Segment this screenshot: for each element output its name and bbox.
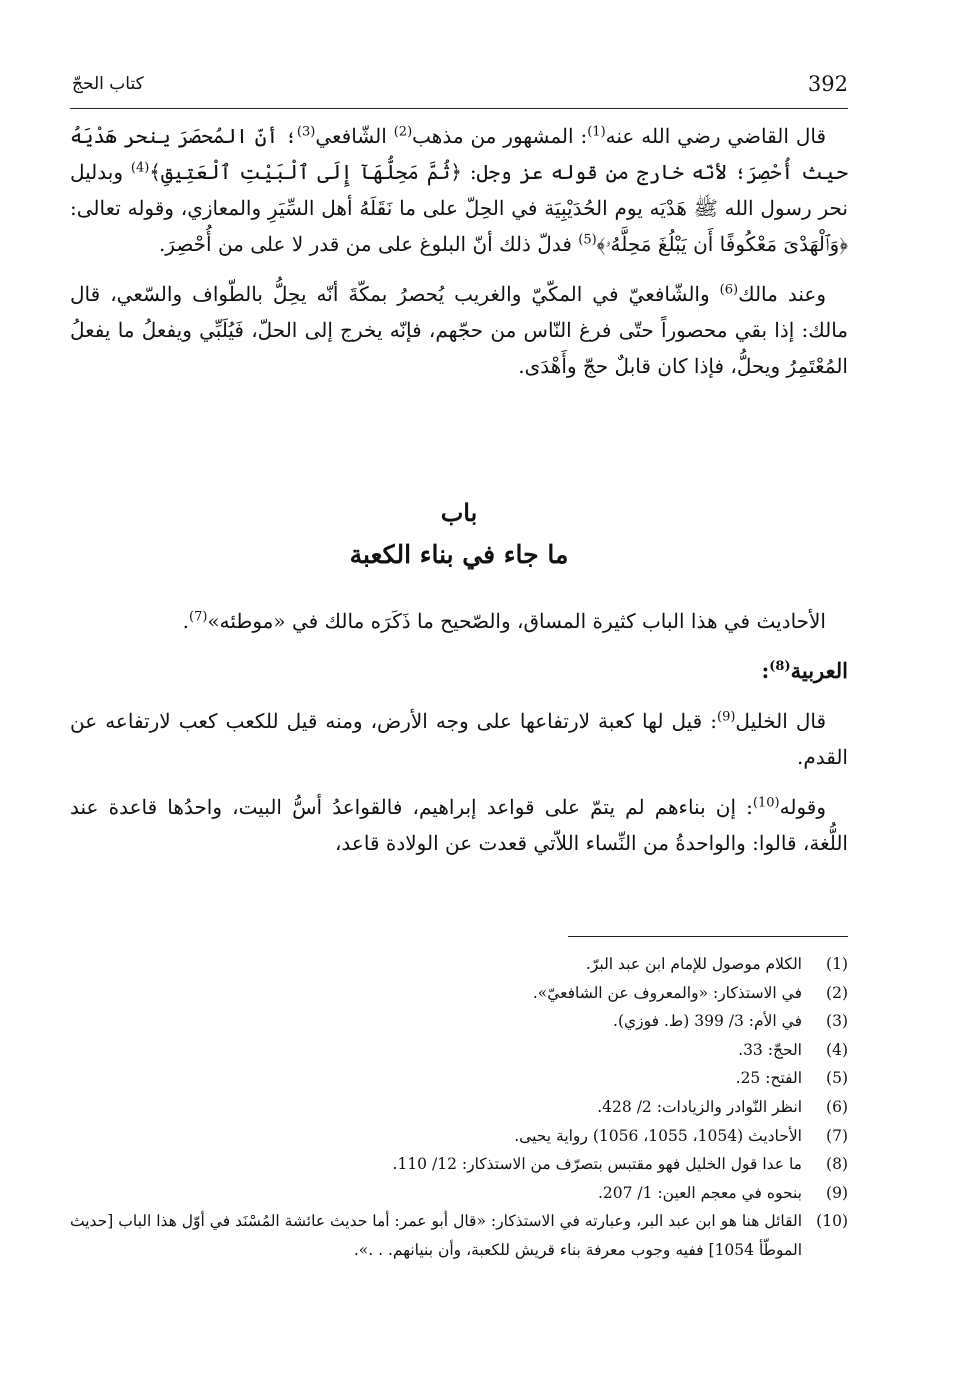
footnote-number: (1) — [826, 955, 848, 973]
text-run: الشّافعي — [315, 124, 394, 148]
footnote-number: (8) — [826, 1155, 848, 1174]
text-run: والشّافعيّ في المكّيّ والغريب يُحصرُ بمكّةَ أنّه يحِلُّ بالطّواف والسّعي، قال مالك: إذا بقي محصوراً حتّى فرغ النّاس من حجّهم، فإنّه يخرج إلى الحلّ، فَيُلَبِّي ويفعلُ ما يفعلُ المُعْتَمِرُ ويحلُّ، فإذا كان قابلٌ حجّ وأَهْدَى. — [70, 282, 848, 378]
footnote — [70, 1150, 848, 1179]
page-number: 392 — [807, 72, 848, 96]
footnotes — [70, 950, 848, 1265]
paragraph — [70, 276, 848, 384]
text-run: وقوله — [779, 795, 826, 819]
footnote-number: (10) — [816, 1212, 848, 1231]
running-title: كتاب الحجّ — [72, 74, 144, 94]
footnote — [70, 1179, 848, 1208]
footnote-ref: (10) — [752, 795, 780, 811]
footnote-ref: (6) — [719, 282, 739, 298]
footnote-ref: (7) — [188, 609, 208, 625]
paragraph — [70, 789, 848, 861]
footnote-ref: (1) — [587, 124, 606, 140]
footnote-text: في الأم: 3/ 399 (ط. فوزي). — [613, 1012, 802, 1031]
text-run: ؛ أنّ المُحصَرَ ينحر هَدْيَهُ حيث أُحْصِرَ؛ لأنّه خارج من قوله عز وجل: — [70, 124, 848, 184]
paragraph — [70, 603, 848, 639]
footnote-ref: (2) — [393, 124, 413, 140]
footnote-text: في الاستذكار: «والمعروف عن الشافعيّ». — [532, 983, 802, 1002]
footnote-text: الفتح: 25. — [735, 1069, 802, 1088]
footnote-text: ما عدا قول الخليل فهو مقتبس بتصرّف من الاستذكار: 12/ 110. — [392, 1155, 802, 1174]
footnote-number: (2) — [826, 983, 848, 1002]
footnote — [70, 1064, 848, 1093]
footnote-text: الحجّ: 33. — [738, 1040, 802, 1059]
body-text-bottom — [70, 603, 848, 861]
text-run: : إن بناءهم لم يتمّ على قواعد إبراهيم، فالقواعدُ أسُّ البيت، واحدُها قاعدة عند اللُّغة، قالوا: والواحدةُ من النِّساء اللاّتي قعدت عن الولادة قاعد، — [70, 795, 848, 855]
footnote-number: (6) — [826, 1097, 848, 1116]
footnote-text: القائل هنا هو ابن عبد البر، وعبارته في الاستذكار: «قال أبو عمر: أما حديث عائشة المُسْنَد في أوّل هذا الباب [حديث الموطّأ 1054] ففيه وجوب معرفة بناء قريش للكعبة، وأن بنيانهم. . .». — [70, 1212, 802, 1259]
footnote — [70, 1207, 848, 1264]
footnote — [70, 1007, 848, 1036]
footnote-number: (3) — [826, 1012, 848, 1031]
text-run: قال الخليل — [735, 709, 827, 733]
heading-text: العربية — [790, 658, 848, 683]
text-run: قال القاضي رضي الله عنه — [605, 124, 826, 148]
footnote-text: الأحاديث (1054، 1055، 1056) رواية يحيى. — [514, 1126, 802, 1145]
footnote-ref: (5) — [578, 232, 597, 248]
text-run: الأحاديث في هذا الباب كثيرة المساق، والصّحيح ما ذَكَرَه مالك في «موطئه» — [207, 609, 826, 633]
footnote-number: (7) — [826, 1126, 848, 1145]
quran-verse: ﴿ثُمَّ مَحِلُّهَآ إِلَى ٱلْبَيْتِ ٱلْعَتِيقِ﴾ — [149, 160, 462, 184]
footnote-ref: (9) — [716, 709, 736, 725]
footnote-ref: (4) — [130, 160, 150, 176]
section-heading — [70, 653, 848, 689]
footnote-number: (9) — [826, 1183, 848, 1202]
paragraph — [70, 118, 848, 262]
footnote-text: بنحوه في معجم العين: 1/ 207. — [597, 1183, 802, 1202]
chapter-title: ما جاء في بناء الكعبة — [349, 540, 569, 569]
text-run: : قيل لها كعبة لارتفاعها على وجه الأرض، ومنه قيل للكعب كعب لارتفاعه عن القدم. — [70, 709, 848, 769]
footnote — [70, 1093, 848, 1122]
footnote-ref: (8) — [769, 659, 791, 674]
footnote-rule — [568, 936, 848, 937]
text-run: وبدليل نحر رسول الله ﷺ هَدْيَه يوم الحُدَيْبِيَة في الحِلّ على ما نَقَلَهُ أهل السِّيَرِ والمعازي، وقوله تعالى: — [70, 160, 848, 220]
footnote — [70, 979, 848, 1008]
footnote-ref: (3) — [296, 124, 316, 140]
text-run: : — [761, 658, 770, 683]
text-run: وعند مالك — [738, 282, 826, 306]
paragraph — [70, 703, 848, 775]
footnote-text: انظر النّوادر والزيادات: 2/ 428. — [597, 1097, 802, 1116]
footnote-number: (4) — [826, 1040, 848, 1059]
body-text-top — [70, 118, 848, 384]
text-run: فدلّ ذلك أنّ البلوغ على من قدر لا على من أُحْصِرَ. — [158, 232, 579, 256]
header-rule — [70, 108, 848, 109]
footnote — [70, 1036, 848, 1065]
chapter-label: باب — [440, 498, 478, 527]
quran-verse: ﴿وَٱلْهَدْىَ مَعْكُوفًا أَن يَبْلُغَ مَحِلَّهُۥ﴾ — [596, 232, 848, 256]
footnote-text: الكلام موصول للإمام ابن عبد البرّ. — [585, 955, 802, 973]
text-run: . — [182, 609, 189, 633]
footnote-number: (5) — [826, 1069, 848, 1088]
footnote — [70, 950, 848, 979]
text-run: : المشهور من مذهب — [412, 124, 588, 148]
footnote — [70, 1122, 848, 1151]
page-header — [70, 70, 848, 110]
